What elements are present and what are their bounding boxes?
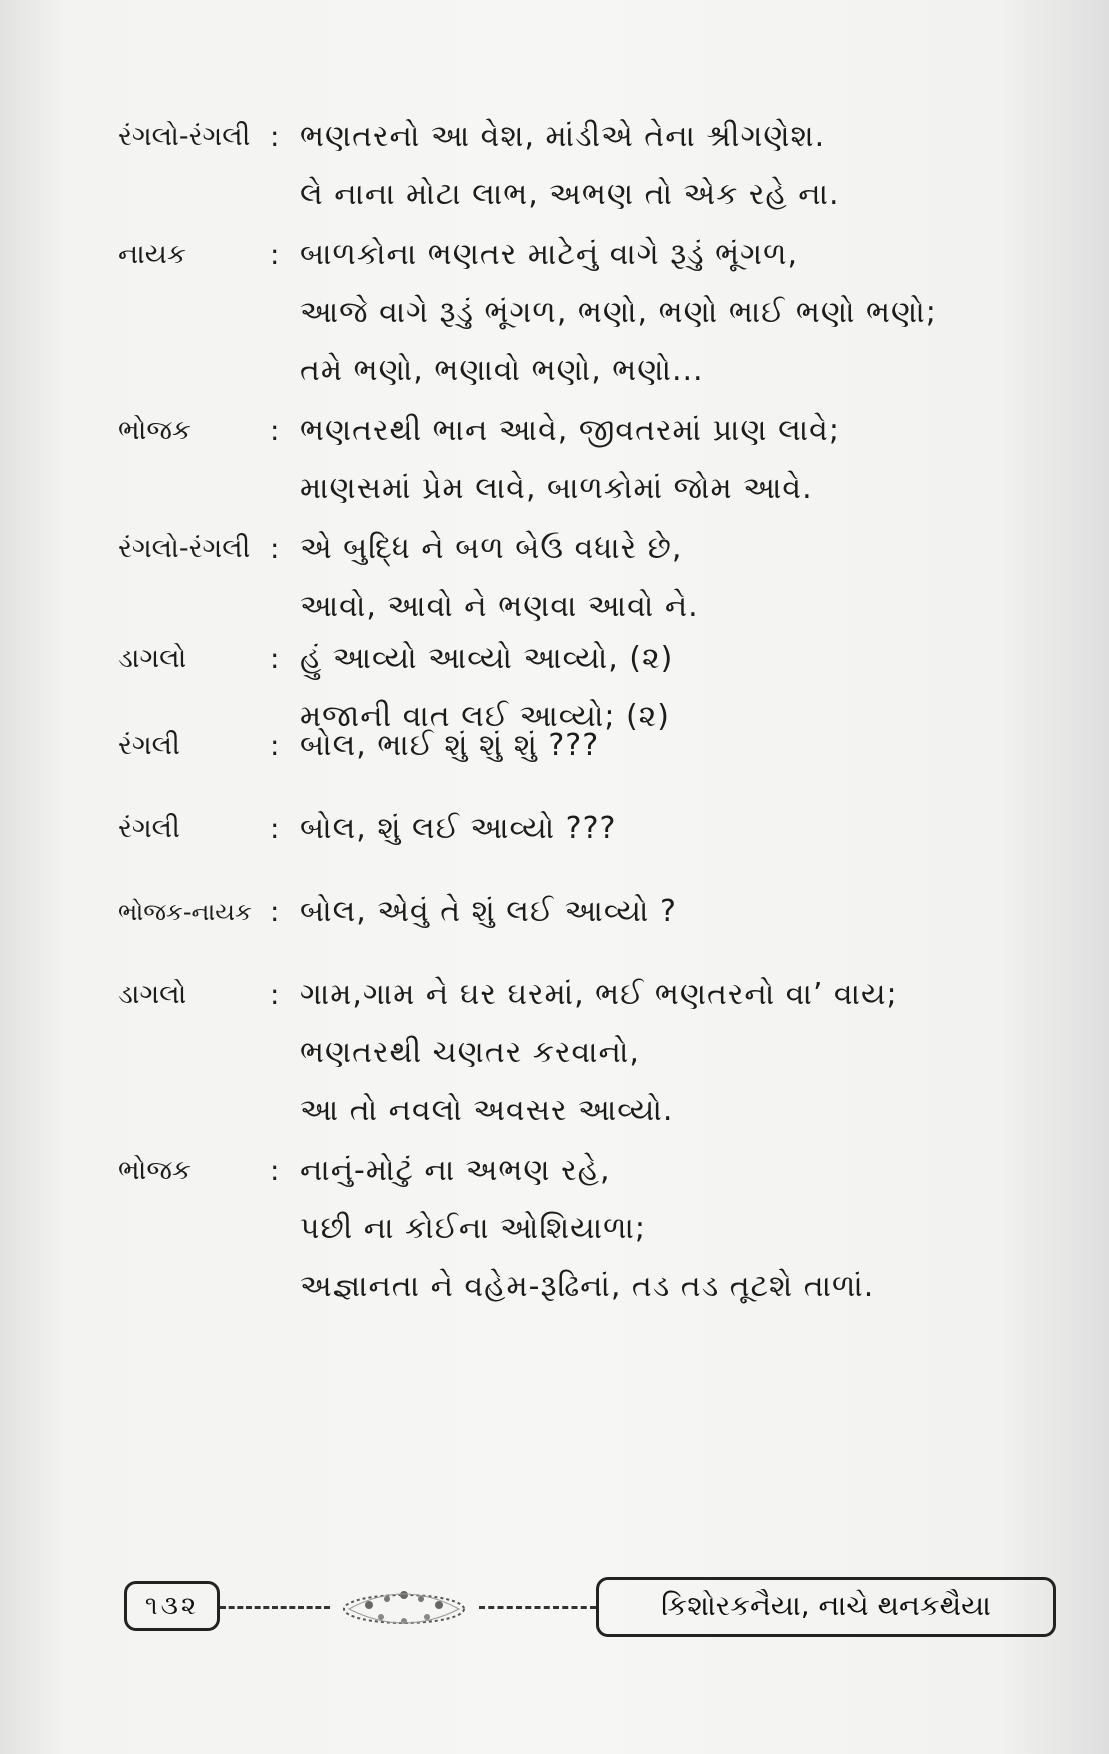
dialogue-line: ભણતરનો આ વેશ, માંડીએ તેના શ્રીગણેશ. [300, 119, 826, 154]
dialogue-lines [300, 966, 1020, 1140]
speaker-name: ડાગલો [118, 643, 187, 674]
speaker-separator: : [270, 729, 280, 762]
speaker-separator: : [270, 978, 280, 1011]
speaker-separator: : [270, 532, 280, 565]
page-footer [124, 1577, 1058, 1639]
dialogue-line: હું આવ્યો આવ્યો આવ્યો, (૨) [300, 641, 674, 676]
speaker-separator: : [270, 642, 280, 675]
dialogue-lines [300, 520, 1020, 636]
dialogue-line: આજે વાગે રૂડું ભૂંગળ, ભણો, ભણો ભાઈ ભણો ભણો; [300, 295, 937, 330]
speaker-name: રંગલો-રંગલી [118, 533, 251, 564]
speaker-name: રંગલો-રંગલી [118, 121, 251, 152]
speaker-separator: : [270, 1154, 280, 1187]
speaker-name: ડાગલો [118, 979, 187, 1010]
dialogue-line: બોલ, શું લઈ આવ્યો ??? [300, 811, 617, 846]
dialogue-line: ભણતરથી ભાન આવે, જીવતરમાં પ્રાણ લાવે; [300, 413, 840, 448]
dialogue-lines [300, 226, 1020, 400]
speaker-name: નાયક [118, 239, 186, 270]
speaker-separator: : [270, 414, 280, 447]
dialogue-line: બાળકોના ભણતર માટેનું વાગે રૂડું ભૂંગળ, [300, 237, 799, 272]
dialogue-line: આ તો નવલો અવસર આવ્યો. [300, 1093, 674, 1128]
dialogue-lines [300, 883, 1020, 941]
book-title: કિશોરકનૈયા, નાચે થનકથૈયા [596, 1577, 1056, 1637]
speaker-name: ભોજક-નાયક [118, 898, 252, 926]
dialogue-line: નાનું-મોટું ના અભણ રહે, [300, 1153, 611, 1188]
dialogue-line: તમે ભણો, ભણાવો ભણો, ભણો... [300, 353, 704, 388]
dialogue-line: માણસમાં પ્રેમ લાવે, બાળકોમાં જોમ આવે. [300, 471, 813, 506]
speaker-name: રંગલી [118, 730, 180, 761]
dialogue-line: લે નાના મોટા લાભ, અભણ તો એક રહે ના. [300, 177, 840, 212]
speaker-name: રંગલી [118, 813, 180, 844]
dialogue-lines [300, 1142, 1020, 1316]
ornament-icon [329, 1577, 479, 1639]
dialogue-lines [300, 402, 1020, 518]
dialogue-line: ભણતરથી ચણતર કરવાનો, [300, 1035, 640, 1070]
dialogue-line: ગામ,ગામ ને ઘર ઘરમાં, ભઈ ભણતરનો વા’ વાય; [300, 977, 898, 1012]
dialogue-line: અજ્ઞાનતા ને વહેમ-રૂઢિનાં, તડ તડ તૂટશે તાળાં. [300, 1269, 875, 1304]
dialogue-line: એ બુદ્ધિ ને બળ બેઉ વધારે છે, [300, 531, 683, 566]
dialogue-lines [300, 717, 1020, 775]
dialogue-line: પછી ના કોઈના ઓશિયાળા; [300, 1211, 646, 1246]
speaker-separator: : [270, 895, 280, 928]
dialogue-lines [300, 108, 1020, 224]
page-number: ૧૩૨ [124, 1581, 220, 1631]
dialogue-lines [300, 800, 1020, 858]
footer-divider [479, 1606, 596, 1609]
dialogue-line: આવો, આવો ને ભણવા આવો ને. [300, 589, 699, 624]
dialogue-line: મજાની વાત લઈ આવ્યો; (૨) [300, 699, 670, 734]
speaker-name: ભોજક [118, 415, 191, 446]
dialogue-line: બોલ, ભાઈ શું શું શું ??? [300, 728, 600, 763]
speaker-separator: : [270, 120, 280, 153]
speaker-separator: : [270, 812, 280, 845]
dialogue-line: બોલ, એવું તે શું લઈ આવ્યો ? [300, 894, 677, 929]
speaker-separator: : [270, 238, 280, 271]
footer-divider [220, 1606, 330, 1609]
speaker-name: ભોજક [118, 1155, 191, 1186]
